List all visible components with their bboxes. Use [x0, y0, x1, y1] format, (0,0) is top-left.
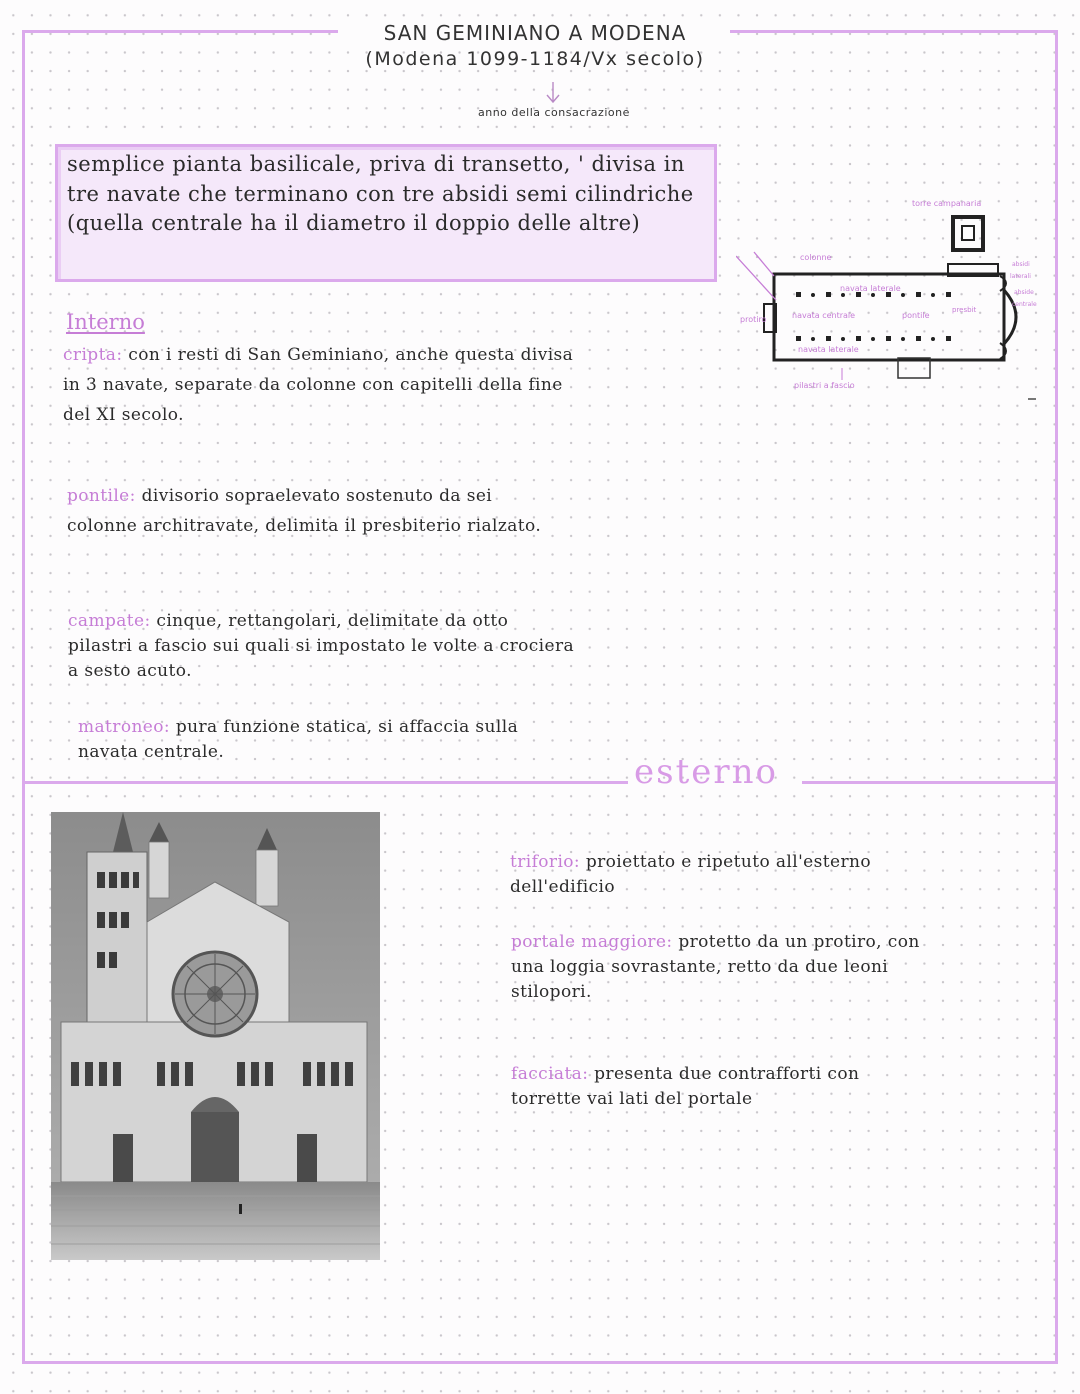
text-matroneo: pura funzione statica, si affaccia sulla navata centrale. [78, 717, 519, 762]
consecration-note: anno della consacrazione [478, 106, 630, 119]
term-cripta: cripta: [63, 345, 123, 365]
plan-label-navata-centrale: navata centrale [792, 311, 856, 320]
text-portale: protetto da un protiro, con una loggia sovrastante, retto da due leoni stilopori. [511, 932, 920, 1002]
title-line-2: (Modena 1099-1184/Vx secolo) [365, 48, 705, 70]
paragraph-pontile [67, 481, 547, 541]
plan-label-protiro: protiro [740, 315, 767, 324]
text-facciata: presenta due contrafforti con torrette vai lati del portale [511, 1064, 860, 1109]
paragraph-portale [511, 930, 951, 1005]
plan-label-torre: torre campanaria [912, 199, 982, 208]
section-divider-right [802, 781, 1058, 784]
plan-label-pontile: pontile [902, 311, 930, 320]
plan-label-absidi-3: abside [1014, 289, 1034, 296]
plan-label-pilastri: pilastri a fascio [794, 381, 855, 390]
heading-interno: Interno [66, 310, 145, 334]
plan-label-absidi-1: absidi [1012, 261, 1030, 268]
section-divider-left [22, 781, 628, 784]
page-title [300, 20, 770, 72]
floor-plan-diagram [736, 190, 1046, 400]
paragraph-campate [68, 609, 578, 684]
text-pontile: divisorio sopraelevato sostenuto da sei colonne architravate, delimita il presbiterio rialzato. [67, 486, 542, 536]
cathedral-facade-image [51, 812, 380, 1260]
paragraph-matroneo [78, 715, 528, 765]
plan-label-absidi-2: laterali [1010, 273, 1031, 280]
text-campate: cinque, rettangolari, delimitate da otto pilastri a fascio sui quali si impostato le volte a crociera a sesto acuto. [68, 611, 575, 681]
plan-label-navata-lat-top: navata laterale [840, 284, 901, 293]
arrow-down-icon [545, 82, 561, 104]
paragraph-cripta [63, 340, 583, 430]
plan-label-navata-lat-bottom: navata laterale [798, 345, 859, 354]
paragraph-facciata [511, 1062, 931, 1112]
term-triforio: triforio: [510, 852, 581, 872]
intro-text: semplice pianta basilicale, priva di transetto, ' divisa in tre navate che terminano con tre absidi semi cilindriche (quella centrale ha il diametro il doppio delle altre) [67, 152, 694, 235]
cathedral-photo [51, 812, 380, 1260]
plan-label-colonne: colonne [800, 253, 832, 262]
term-matroneo: matroneo: [78, 717, 171, 737]
term-campate: campate: [68, 611, 151, 631]
text-triforio: proiettato e ripetuto all'esterno dell'edificio [510, 852, 871, 897]
plan-corner-mark [1028, 398, 1036, 400]
term-facciata: facciata: [511, 1064, 589, 1084]
plan-label-presbiterio: presbit [952, 306, 977, 314]
term-portale: portale maggiore: [511, 932, 673, 952]
paragraph-triforio [510, 850, 930, 900]
plan-tower [953, 217, 983, 250]
heading-esterno: esterno [634, 752, 778, 792]
title-line-1: SAN GEMINIANO A MODENA [383, 21, 687, 45]
plan-apse-central [1004, 290, 1016, 344]
text-cripta: con i resti di San Geminiano, anche questa divisa in 3 navate, separate da colonne con capitelli della fine del XI secolo. [63, 345, 574, 425]
term-pontile: pontile: [67, 486, 136, 506]
plan-label-absidi-4: centrale [1012, 301, 1037, 308]
